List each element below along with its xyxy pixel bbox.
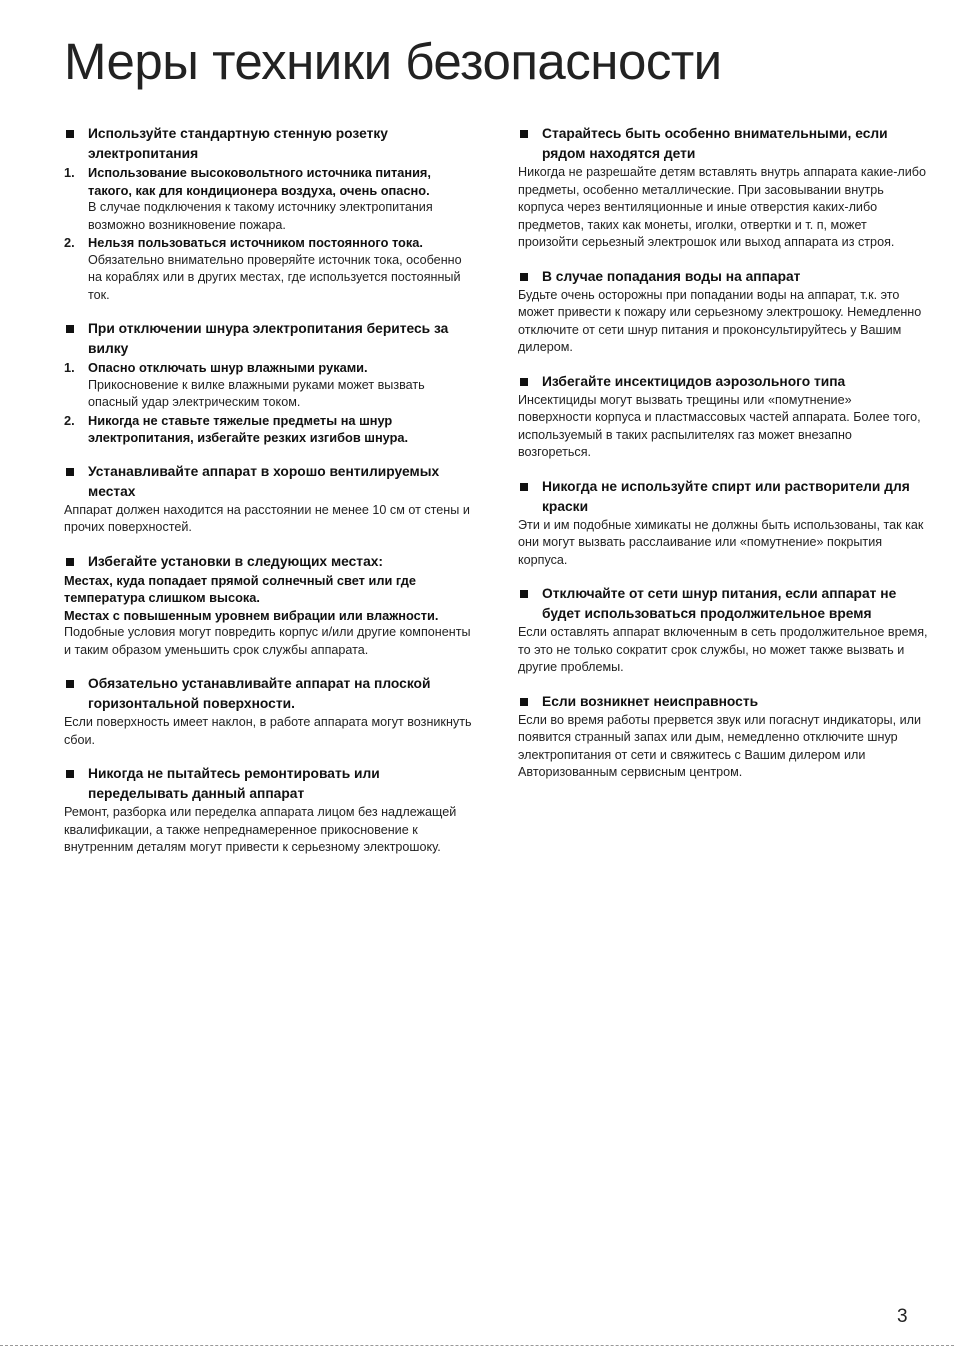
list-item — [64, 234, 472, 304]
section-heading: Старайтесь быть особенно внимательными, если рядом находятся дети — [518, 124, 928, 164]
section-heading: Используйте стандартную стенную розетку электропитания — [64, 124, 472, 164]
left-column — [64, 124, 472, 872]
section-body: Будьте очень осторожны при попадании воды на аппарат, т.к. это может привести к пожару или серьезному электрошоку. Немедленно отключите от сети шнур питания и проконсультируйтесь у Вашим дилером. — [518, 287, 922, 354]
list-item — [64, 412, 472, 447]
square-bullet-icon — [520, 698, 528, 706]
item-title: Опасно отключать шнур влажными руками. — [88, 360, 368, 375]
square-bullet-icon — [520, 273, 528, 281]
item-number: 1. — [64, 165, 75, 180]
item-title: Никогда не ставьте тяжелые предметы на шнур электропитания, избегайте резких изгибов шнура. — [88, 412, 409, 445]
section-malfunction — [518, 692, 928, 782]
item-number: 2. — [64, 412, 75, 428]
section-body: Никогда не разрешайте детям вставлять внутрь аппарата какие-либо предметы, особенно металлические. При засовывании внутрь корпуса через вентиляционные и иные отверстия каких-либо предметов, таких как монеты, иголки, отвертки и т. п, может произойти серьезный электрошок или выход аппарата из строя. — [518, 165, 927, 249]
section-avoid-locations — [64, 552, 472, 660]
section-heading: Избегайте установки в следующих местах: — [64, 552, 472, 572]
item-title: Использование высоковольтного источника питания, такого, как для кондиционера воздуха, очень опасно. — [88, 165, 431, 198]
list-item — [64, 164, 472, 234]
square-bullet-icon — [66, 770, 74, 778]
section-heading: Если возникнет неисправность — [518, 692, 928, 712]
section-body: Эти и им подобные химикаты не должны быть использованы, так как они могут вызвать расслаивание или «помутнение» покрытия корпуса. — [518, 517, 924, 567]
page-title: Меры техники безопасности — [64, 33, 722, 90]
item-body: Прикосновение к вилке влажными руками может вызвать опасный удар электрическим током. — [88, 377, 425, 409]
square-bullet-icon — [66, 558, 74, 566]
section-body: Инсектициды могут вызвать трещины или «помутнение» поверхности корпуса и пластмассовых частей аппарата. Более того, используемый в таких распылителях газ может внезапно возгореться. — [518, 392, 921, 459]
section-heading: В случае попадания воды на аппарат — [518, 267, 928, 287]
section-body: Если во время работы прервется звук или погаснут индикаторы, или появится странный запах или дым, немедленно отключите шнур электропитания от сети и свяжитесь с Вашим дилером или Авторизованным сервисным центром. — [518, 712, 921, 779]
section-flat-surface — [64, 674, 472, 749]
square-bullet-icon — [66, 325, 74, 333]
section-children — [518, 124, 928, 252]
section-solvents — [518, 477, 928, 570]
section-heading: Отключайте от сети шнур питания, если аппарат не будет использоваться продолжительное время — [518, 584, 928, 624]
square-bullet-icon — [520, 130, 528, 138]
right-column — [518, 124, 928, 797]
section-body: Аппарат должен находится на расстоянии не менее 10 см от стены и прочих поверхностей. — [64, 502, 470, 534]
section-heading: Избегайте инсектицидов аэрозольного типа — [518, 372, 928, 392]
section-body: Подобные условия могут повредить корпус и/или другие компоненты и таким образом уменьшить срок службы аппарата. — [64, 625, 471, 657]
item-body: В случае подключения к такому источнику электропитания возможно возникновение пожара. — [88, 200, 433, 232]
square-bullet-icon — [66, 130, 74, 138]
bold-line: Местах, куда попадает прямой солнечный свет или где температура слишком высока. — [64, 572, 416, 605]
section-ventilation — [64, 462, 472, 537]
item-number: 1. — [64, 360, 75, 375]
section-unplug-by-plug — [64, 319, 472, 447]
section-body: Ремонт, разборка или переделка аппарата лицом без надлежащей квалификации, а также непреднамеренное прикосновение к внутренним деталям могут привести к серьезному электрошоку. — [64, 805, 457, 854]
section-heading: Устанавливайте аппарат в хорошо вентилируемых местах — [64, 462, 472, 502]
square-bullet-icon — [520, 483, 528, 491]
section-body: Если оставлять аппарат включенным в сеть продолжительное время, то это не только сократит срок службы, но может также вызвать и другие проблемы. — [518, 625, 928, 674]
section-body: Если поверхность имеет наклон, в работе аппарата могут возникнуть сбои. — [64, 715, 472, 747]
section-heading: Никогда не пытайтесь ремонтировать или переделывать данный аппарат — [64, 764, 472, 804]
square-bullet-icon — [520, 590, 528, 598]
page-number: 3 — [897, 1306, 908, 1327]
section-water — [518, 267, 928, 357]
section-heading: При отключении шнура электропитания беритесь за вилку — [64, 319, 472, 359]
item-number: 2. — [64, 235, 75, 250]
item-body: Обязательно внимательно проверяйте источник тока, особенно на кораблях или в других местах, где используется постоянный ток. — [88, 252, 462, 302]
item-title: Нельзя пользоваться источником постоянного тока. — [88, 235, 423, 250]
section-no-repair — [64, 764, 472, 857]
square-bullet-icon — [66, 468, 74, 476]
section-heading: Обязательно устанавливайте аппарат на плоской горизонтальной поверхности. — [64, 674, 472, 714]
section-heading: Никогда не используйте спирт или растворители для краски — [518, 477, 928, 517]
section-unplug-long-time — [518, 584, 928, 677]
bottom-divider — [0, 1345, 954, 1346]
square-bullet-icon — [66, 680, 74, 688]
list-item — [64, 359, 472, 412]
square-bullet-icon — [520, 378, 528, 386]
bold-line: Местах с повышенным уровнем вибрации или влажности. — [64, 607, 439, 623]
section-insecticides — [518, 372, 928, 462]
section-wall-outlet — [64, 124, 472, 304]
